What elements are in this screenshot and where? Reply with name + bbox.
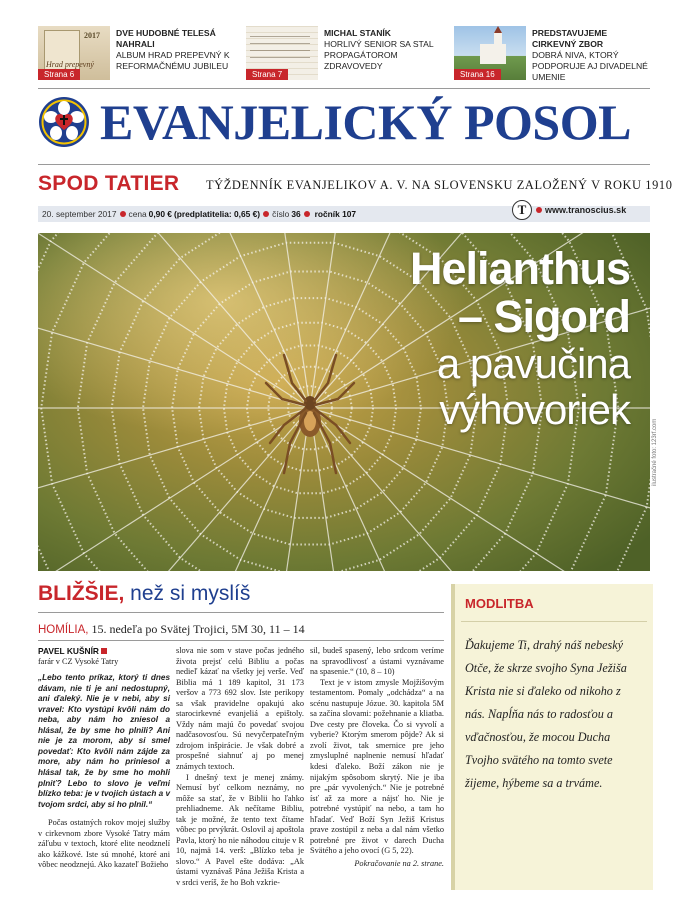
red-square-icon <box>101 648 107 654</box>
publisher-url[interactable]: www.tranoscius.sk <box>545 205 627 215</box>
homily-label: HOMÍLIA, <box>38 624 89 636</box>
price-value: 0,90 € <box>148 209 172 219</box>
luther-rose-icon <box>38 96 90 148</box>
page-tag: Strana 16 <box>454 69 501 80</box>
article-column-1 <box>38 646 170 871</box>
lead-quote: „Lebo tento príkaz, ktorý ti dnes dávam, nie ti je ani nedostupný, ani ďaleký. Nie je v nebi, aby si vravel: Kto vystúpi kvôli nám do neba, aby nám ho zniesol a hlásal, že by sme ho plnili? Ani nie je za morom, aby si smel povedať: Kto kvôli nám zájde za more, aby nám ho priniesol a hlásal tak, že by sme ho mohli plniť? Lebo to slovo je veľmi blízko teba: je v tvojich ústach a v tvojom srdci, aby si ho plnil.“ <box>38 673 170 809</box>
issue-number: 36 <box>291 209 301 219</box>
subscription-price: (predplatitelia: 0,65 €) <box>173 209 261 219</box>
article-title-highlight: BLIŽŠIE, <box>38 582 125 605</box>
article-title-rest: než si myslíš <box>124 582 251 605</box>
bullet-icon <box>536 207 542 213</box>
paragraph: Text je v istom zmysle Mojžišovým testamentom. Pomaly „odchádza“ a na scénu nastupuje Józue. 30. kapitola 5M sa začína slovami: požehnanie a kliatba. Dve cesty pre človeka. Čo si vyvolí a vyberie? Ktorým smerom pôjde? Ak si zvolí život, tak smernice pre jeho zmysluplné naplnenie nemusí hľadať kdesi ďaleko. Boží zákon nie je nijakým spôsobom skrytý. Nie je iba pre „pár vyvolených.“ Nie je potrebné ísť až za more a nájsť ho. Nie je potrebné vystúpiť na nebo, a tam ho hľadať. Veď Boží Syn Ježiš Kristus prave zostúpil z neba a dal nám všetko potrebné pre život v darech Ducha Svätého a jeho ovocí (G 5, 22). <box>310 677 444 856</box>
teaser-title: PREDSTAVUJEME CIRKEVNÝ ZBOR <box>532 28 608 49</box>
tranoscius-logo-icon: T <box>512 200 532 220</box>
teaser-text <box>110 26 234 82</box>
album-cover-image <box>38 26 110 80</box>
homily-line <box>38 622 305 637</box>
thumb-year: 2017 <box>84 31 100 40</box>
teaser-zbor[interactable] <box>454 26 650 82</box>
continued-note[interactable]: Pokračovanie na 2. strane. <box>354 858 444 868</box>
prayer-text: Ďakujeme Ti, drahý náš nebeský Otče, že skrze svojho Syna Ježiša Krista nie si ďaleko od nikoho z nás. Napĺňa nás to radosťou a vďačnosťou, že mocou Ducha Tvojho svätého na tomto svete žijeme, hýbeme sa a trváme. <box>465 638 627 790</box>
page-tag: Strana 6 <box>38 69 80 80</box>
top-rule <box>38 88 650 89</box>
article-column-2 <box>176 646 304 889</box>
masthead <box>38 92 650 152</box>
teaser-title: MICHAL STANÍK <box>324 28 391 38</box>
thumb-text: Hrad prepevný <box>46 60 94 69</box>
teaser-body: ALBUM HRAD PREPEVNÝ K REFORMAČNÉMU JUBILEU <box>116 50 230 71</box>
hero-photo <box>38 233 650 571</box>
paragraph: sil, budeš spasený, lebo srdcom veríme na spravodlivosť a ústami vyznávame na spasenie.“ (10, 8 – 10) <box>310 646 444 677</box>
author-name: PAVEL KUŠNÍR <box>38 646 170 657</box>
article-rule <box>38 612 444 613</box>
teaser-text <box>526 26 650 82</box>
handwriting-lines <box>250 32 310 64</box>
bullet-icon <box>304 211 310 217</box>
masthead-rule <box>38 164 650 165</box>
homily-text: 15. nedeľa po Svätej Trojici, 5M 30, 11 – 14 <box>88 622 305 636</box>
teaser-album[interactable] <box>38 26 234 82</box>
newspaper-title: EVANJELICKÝ POSOL <box>100 94 631 150</box>
article-title <box>38 582 250 606</box>
prayer-box <box>451 584 653 890</box>
teaser-body: HORLIVÝ SENIOR SA STAL PROPAGÁTOROM ZDRAVOVEDY <box>324 39 434 71</box>
church-body <box>480 44 506 64</box>
number-label: číslo <box>272 209 290 219</box>
headline-line-1: Helianthus <box>409 243 630 294</box>
homily-rule <box>38 640 444 641</box>
volume: ročník 107 <box>314 209 357 219</box>
prayer-heading: MODLITBA <box>461 584 647 622</box>
teaser-title: DVE HUDOBNÉ TELESÁ NAHRALI <box>116 28 216 49</box>
headline-line-4: výhovoriek <box>439 386 630 433</box>
hero-headline <box>410 245 630 433</box>
church-image <box>454 26 526 80</box>
issue-date: 20. september 2017 <box>42 209 117 219</box>
church-tower <box>494 32 502 46</box>
teaser-text <box>318 26 442 82</box>
publisher-link[interactable] <box>512 200 626 220</box>
photo-credit: ilustračné foto: 123rf.com <box>652 418 658 486</box>
tagline: TÝŽDENNÍK EVANJELIKOV A. V. NA SLOVENSKU ZALOŽENÝ V ROKU 1910 <box>206 178 673 192</box>
paragraph: slova nie som v stave počas jedného života prejsť celú Bibliu a počas nedieľ kázať na všetky jej verše. Veď Biblia má 1 189 kapitol, 31 173 veršov a 773 692 slov. Iste perikopy sa však pravidelne opakujú ako starocirkevné evanjeliá a epištoly. Vždy nám majú čo povedať svojou nadčasovosťou. Sú nevyčerpateľným zdrojom inšpirácie. Je však dobré a prospešné siahnuť aj po menej známych textoch. <box>176 646 304 772</box>
teaser-body: DOBRÁ NIVA, KTORÝ PODPORUJE AJ DIVADELNÉ UMENIE <box>532 50 648 82</box>
subhead <box>38 172 673 198</box>
subtitle: SPOD TATIER <box>38 172 180 195</box>
church-spire <box>494 26 502 33</box>
teaser-stanik[interactable] <box>246 26 442 82</box>
author-role: farár v CZ Vysoké Tatry <box>38 656 119 666</box>
bullet-icon <box>120 211 126 217</box>
teaser-strip <box>38 26 650 82</box>
paragraph: Počas ostatných rokov mojej služby v cirkevnom zbore Vysoké Tatry mám záľubu v textoch, ktoré elite neodznelí ako kážkové. Iste sú mnohé, ktoré ani vôbec neodznejú. Ako kazateľ Božieho <box>38 818 170 870</box>
paragraph: I dnešný text je menej známy. Nemusí byť celkom neznámy, no môže sa stať, že v Biblii ho ľahko prehliadneme. Ak nečítame Bibliu, tak je možné, že tento text čítame vôbec po prvýkrát. Oslovil aj apoštola Pavla, ktorý ho nie náhodou cituje v R 10, najmä 14. verš: „Blízko teba je slovo.“ A Pavel ešte dodáva: „Ak ústami vyznávaš Pána Ježiša Krista a v srdci veríš, že ho Boh vzkrie- <box>176 772 304 888</box>
manuscript-image <box>246 26 318 80</box>
page-tag: Strana 7 <box>246 69 288 80</box>
headline-line-3: a pavučina <box>436 340 630 387</box>
bullet-icon <box>263 211 269 217</box>
headline-line-2: – Sigord <box>457 291 630 342</box>
article-column-3 <box>310 646 444 869</box>
price-label: cena <box>128 209 147 219</box>
